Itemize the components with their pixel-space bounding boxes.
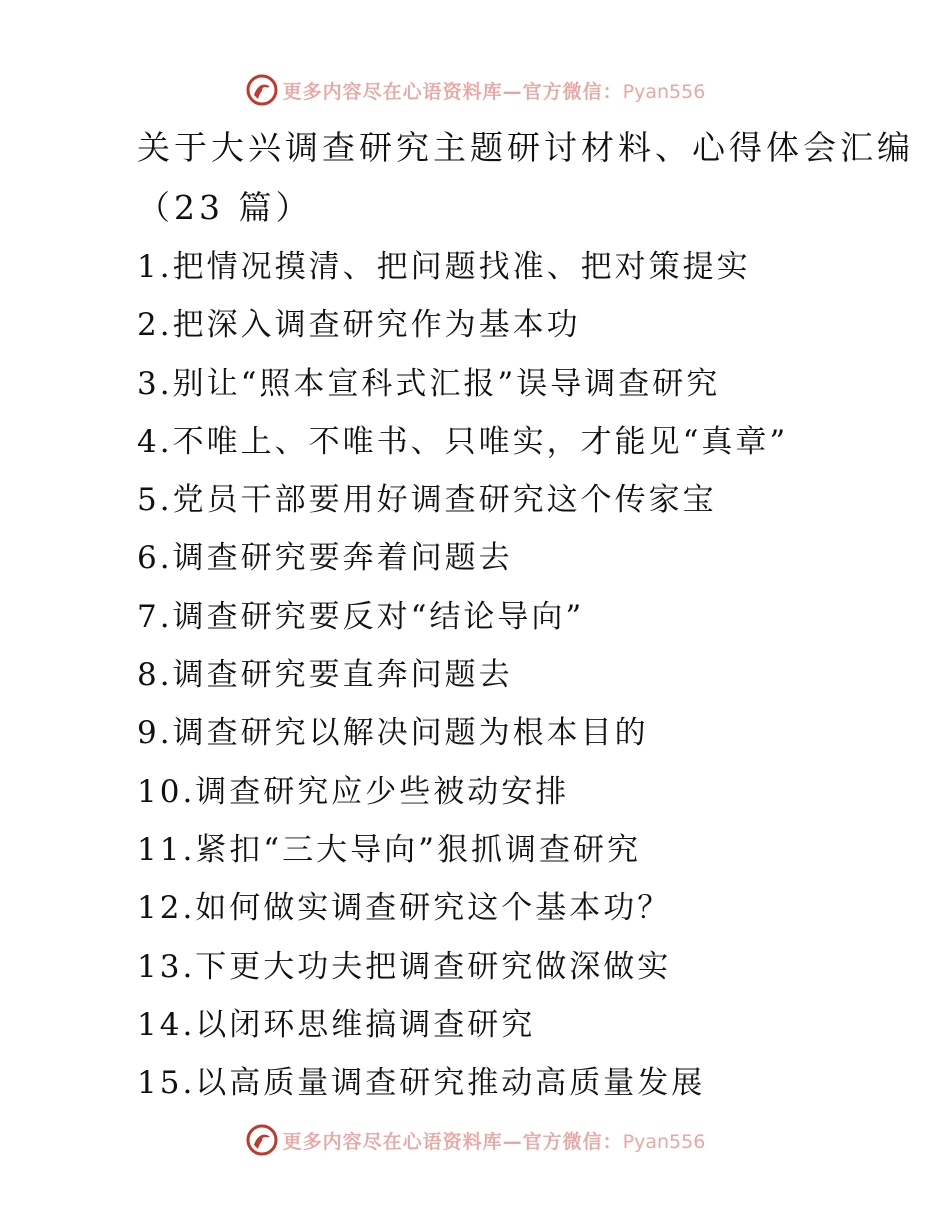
toc-item: 10.调查研究应少些被动安排 — [137, 773, 570, 810]
ribbon-logo-icon — [245, 1123, 279, 1157]
footer-banner — [0, 1120, 950, 1160]
banner-text: 更多内容尽在心语资料库—官方微信：Pyan556 — [282, 1130, 706, 1153]
toc-item: 13.下更大功夫把调查研究做深做实 — [137, 948, 672, 985]
document-title — [137, 124, 917, 232]
toc-item: 11.紧扣“三大导向”狠抓调查研究 — [137, 831, 641, 868]
toc-item: 5.党员干部要用好调查研究这个传家宝 — [137, 482, 717, 519]
title-line-1: 关于大兴调查研究主题研讨材料、心得体会汇编 — [137, 128, 914, 167]
toc-item: 4.不唯上、不唯书、只唯实，才能见“真章” — [137, 423, 789, 460]
toc-item: 9.调查研究以解决问题为根本目的 — [137, 715, 649, 752]
wechat-id: Pyan556 — [622, 80, 706, 103]
toc-item: 15.以高质量调查研究推动高质量发展 — [137, 1065, 706, 1102]
toc-item: 3.别让“照本宣科式汇报”误导调查研究 — [137, 365, 721, 402]
toc-item: 7.调查研究要反对“结论导向” — [137, 598, 585, 635]
toc-item: 2.把深入调查研究作为基本功 — [137, 307, 581, 344]
toc-item: 6.调查研究要奔着问题去 — [137, 540, 513, 577]
header-banner — [0, 70, 950, 110]
ribbon-logo-icon — [245, 73, 279, 107]
toc-item: 14.以闭环思维搞调查研究 — [137, 1006, 536, 1043]
toc-item: 12.如何做实调查研究这个基本功？ — [137, 890, 672, 927]
toc-item: 8.调查研究要直奔问题去 — [137, 657, 513, 694]
toc-item: 1.把情况摸清、把问题找准、把对策提实 — [137, 249, 751, 285]
banner-text: 更多内容尽在心语资料库—官方微信：Pyan556 — [282, 80, 706, 103]
title-line-2: （23 篇） — [137, 188, 313, 227]
table-of-contents — [137, 238, 917, 1112]
wechat-id: Pyan556 — [622, 1130, 706, 1153]
